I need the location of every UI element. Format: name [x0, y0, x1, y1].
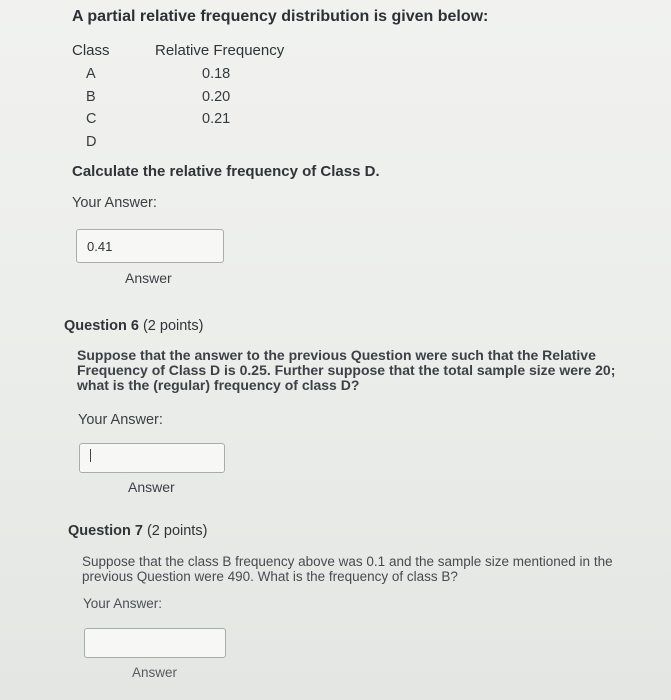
question-7-title: Question 7 — [68, 523, 143, 539]
question-6-title: Question 6 — [64, 318, 139, 334]
answer-input[interactable] — [84, 628, 226, 658]
question-7-heading — [68, 523, 207, 539]
question-6-heading — [64, 318, 203, 334]
question-prompt: Calculate the relative frequency of Class D. — [72, 163, 380, 180]
question-6-text: Suppose that the answer to the previous Question were such that the Relative Frequency of Class D is 0.25. Further suppose that the total sample size were 20; what is the (regular) frequency of class D? — [77, 347, 616, 393]
answer-input[interactable] — [79, 443, 225, 473]
table-cell-class: C — [86, 111, 97, 127]
question-6-points: (2 points) — [142, 318, 204, 334]
table-cell-frequency: 0.21 — [202, 111, 231, 127]
table-header-class: Class — [72, 42, 110, 59]
table-cell-frequency: 0.20 — [202, 89, 231, 105]
text-cursor — [90, 449, 91, 462]
answer-input-wrapper[interactable] — [79, 443, 225, 473]
table-cell-class: A — [86, 66, 96, 82]
answer-button[interactable]: Answer — [128, 479, 175, 495]
answer-button[interactable]: Answer — [125, 270, 172, 286]
table-cell-frequency: 0.18 — [202, 66, 231, 82]
question-7-text: Suppose that the class B frequency above was 0.1 and the sample size mentioned in the previous Question were 490. What is the frequency of class B? — [82, 554, 613, 584]
your-answer-label: Your Answer: — [78, 412, 163, 428]
answer-button[interactable]: Answer — [132, 665, 178, 680]
question-intro-title: A partial relative frequency distribution is given below: — [72, 8, 489, 25]
table-cell-class: D — [86, 134, 97, 150]
question-7-points: (2 points) — [146, 523, 208, 539]
table-header-relative-frequency: Relative Frequency — [155, 42, 285, 59]
answer-input[interactable] — [76, 229, 224, 263]
your-answer-label: Your Answer: — [83, 596, 163, 611]
your-answer-label: Your Answer: — [72, 195, 157, 211]
table-cell-class: B — [86, 89, 96, 105]
